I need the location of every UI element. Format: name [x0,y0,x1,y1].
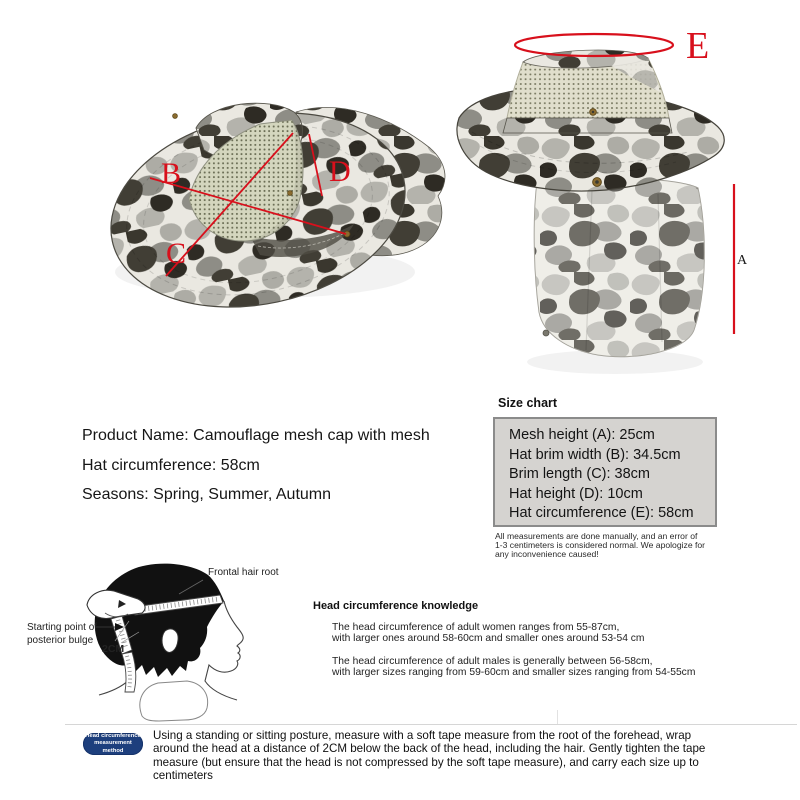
product-name-line: Product Name: Camouflage mesh cap with mesh [82,427,430,444]
section-divider [65,724,797,725]
size-chart [493,396,735,559]
shoulder-collar [140,681,208,721]
note-line: All measurements are done manually, and an error of [495,531,698,541]
size-chart-title: Size chart [498,396,558,410]
product-info [82,421,430,510]
hat-annotated-figure [0,0,800,392]
label-b: B [161,157,182,190]
eyelet [288,191,293,196]
knowledge-paragraph-men [332,656,783,679]
measure-method-badge [83,733,143,755]
frontal-hair-root-label: Frontal hair root [208,567,279,578]
knowledge-line: with larger ones around 58-60cm and smaller ones around 53-54 cm [332,633,645,645]
diagram-edge-line [557,710,558,724]
head-measurement-diagram [15,553,295,728]
label-c: C [166,237,187,270]
hat-photo-front-view [457,50,724,374]
size-chart-row: Hat brim width (B): 34.5cm [509,446,681,463]
eyelet-hole [592,111,594,113]
posterior-label-line1: Starting point of [27,622,98,633]
knowledge-body [332,622,783,679]
size-chart-note [495,532,731,559]
size-chart-row: Hat circumference (E): 58cm [509,505,694,521]
hat-photo-top-view [93,87,445,333]
product-circumference-line: Hat circumference: 58cm [82,456,260,474]
product-seasons-line: Seasons: Spring, Summer, Autumn [82,486,332,503]
note-line: 1-3 centimeters is considered normal. We apologize for [495,539,706,550]
size-chart-box [493,417,717,527]
eyelet [173,114,178,119]
measure-method-text: Using a standing or sitting posture, measure with a soft tape measure from the root of the forehead, wrap around the head at a distance of 2CM below the back of the head, including the hair. Gently tighten the tape measure (but ensure that the head is not compressed by the soft tape measure), and carry each size up to centimeters [153,729,706,783]
size-chart-row: Brim length (C): 38cm [509,466,651,482]
posterior-label-line2: posterior bulge [27,635,94,646]
crown-band [503,118,672,133]
badge-line1: Head circumference [85,732,141,739]
gap-2cm-label: 2CM [102,643,125,655]
knowledge-line: The head circumference of adult males is generally between 56-58cm, [332,655,653,667]
hat-neck-flap [534,177,704,357]
eyelet-hole [595,180,599,184]
label-a: A [737,253,748,268]
knowledge-line: with larger sizes ranging from 59-60cm and smaller sizes ranging from 54-55cm [332,667,696,679]
knowledge-paragraph-women [332,622,783,645]
head-circumference-knowledge [313,600,783,679]
flap-snap [543,330,549,336]
knowledge-line: The head circumference of adult women ranges from 55-87cm, [332,622,620,633]
label-e: E [686,25,710,67]
size-chart-row: Mesh height (A): 25cm [509,427,655,443]
label-d: D [329,155,351,188]
note-line: any inconvenience caused! [495,548,599,559]
knowledge-title: Head circumference knowledge [313,600,479,612]
tape-tail [122,652,136,692]
badge-line2: measurement method [94,740,132,754]
size-chart-row: Hat height (D): 10cm [509,485,643,502]
